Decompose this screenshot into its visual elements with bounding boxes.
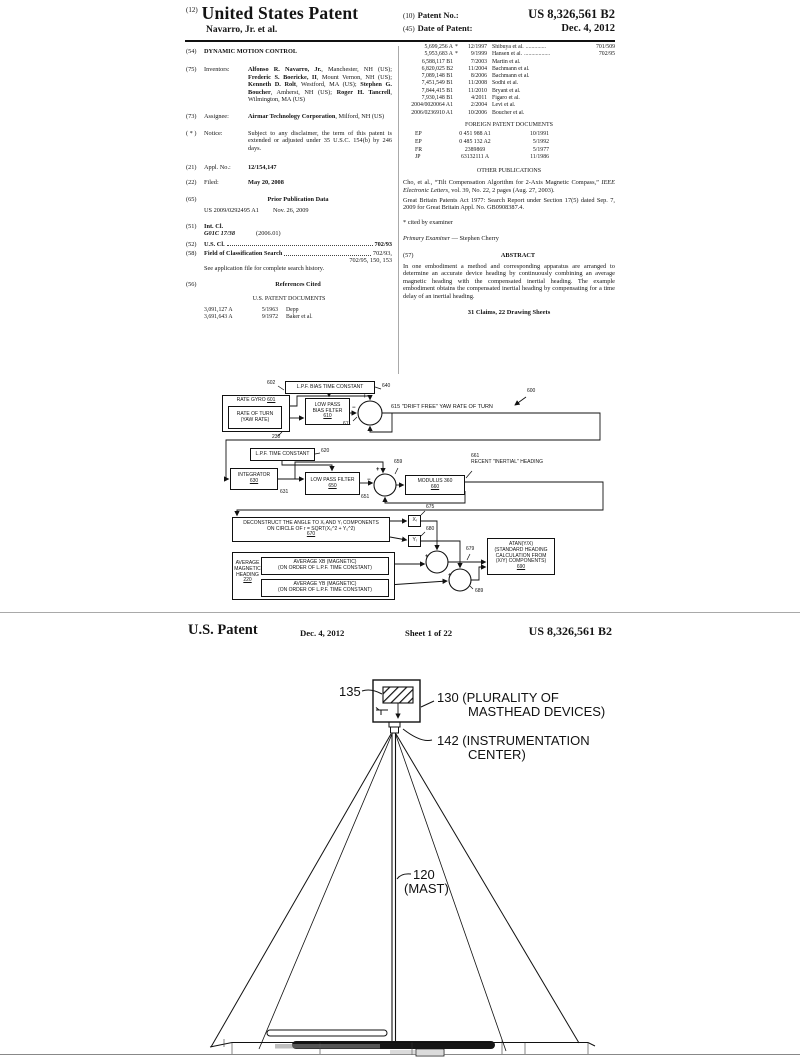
date-of-patent: Dec. 4, 2012 [561,23,615,34]
patent-title-block [186,3,358,35]
field-51 [186,223,392,230]
wind-vane-icon [376,708,388,716]
label-120: 120 [413,867,435,882]
low-pass-filter-box: LOW PASS FILTER 650 [305,472,360,495]
field-tag: (65) [186,195,197,203]
spacer [186,230,204,237]
instrumentation-collar-upper [389,722,400,727]
ref-651: 651 [361,494,370,500]
field-notice [186,130,392,152]
appl-no-value: 12/154,147 [248,164,277,172]
field-21 [186,164,392,171]
spacer [186,265,204,272]
average-xb-box: AVERAGE XB (MAGNETIC) (ON ORDER OF L.P.F. TIME CONSTANT) [261,557,389,575]
label-120-mast: (MAST) [404,881,449,896]
uspd-row [204,307,392,314]
inner-left-stay [259,734,392,1049]
reference-row: 6,820,025 B2 11/2004 Bachmann et al. [421,65,530,72]
field-tag: (57) [403,251,414,259]
field-tag: (51) [186,222,197,230]
authors-line: Navarro, Jr. et al. [206,25,278,35]
atan-box: ATAN(Y/X) (STANDARD HEADING CALCULATION FROM (X/Y) COMPONENTS) 690 [487,538,555,575]
left-column [186,46,392,321]
field-57 [403,252,615,259]
ref-640: 640 [382,383,391,389]
integrator-box: INTEGRATOR 630 [230,468,278,490]
patent-number: US 8,326,561 B2 [528,7,615,21]
reference-row: 5,699,256 A * 12/1997 Shibuya et al. .............. 701/509 [424,44,615,50]
reference-row: 6,588,117 B1 7/2003 Martin et al. [421,58,521,65]
modulus-360-box: MODULUS 360 660 [405,475,465,495]
date-cell: 9/1972 [261,313,278,320]
cabin-shading [275,1044,380,1049]
dotted-leader [227,241,373,247]
reference-row: 7,451,549 B1 11/2008 Sodhi et al. [421,80,519,87]
ref-679: 679 [466,546,475,552]
abstract-text: In one embodiment a method and corresponding apparatus are arranged to determine an accurate device heading by continuously combining an average magnetic heading with the compensated inertial heading. The example embodiment obtains the compensated inertial heading by compensating for a time delay of an inertial heading. [403,263,615,300]
date-of-patent-label: Date of Patent: [417,23,473,33]
recent-inertial-heading-label: 661 RECENT "INERTIAL" HEADING [471,453,543,465]
prior-pub-number: US 2009/0292495 A1 [204,207,259,215]
label-142-line1: 142 (INSTRUMENTATION [437,733,590,748]
field-75-inventors [186,66,392,103]
foreign-docs-list [403,131,615,161]
sheet-header-sheet: Sheet 1 of 22 [405,628,453,638]
examiner-line: Primary Examiner — Stephen Cherry [403,235,499,243]
dotted-leader [284,250,371,256]
rate-gyro-title: RATE GYRO 601 [236,397,276,403]
patent-no-tag: (10) [403,12,415,20]
label-142-line2: CENTER) [468,747,526,762]
foreign-row: FR 2389869 5/1977 [415,146,549,153]
int-cl-class [186,230,392,237]
ref-675: 675 [426,504,435,510]
label-135: 135 [339,684,361,699]
patent-number-cell: 3,091,127 A [204,306,233,313]
foreign-row: JP 63132111 A 11/1986 [415,154,549,161]
ref-600: 600 [527,388,536,394]
front-page-figure [185,376,615,611]
field-tag: (22) [186,179,197,187]
field-65 [186,196,392,203]
cited-by-examiner: * cited by examiner [403,218,453,226]
publication-2: Great Britain Patents Act 1977: Search Report under Section 17(5) dated Sep. 7, 2009 for Great Britain Appl. No. GB0908387.4. [403,196,615,212]
publication-1: Cho, et al., “Tilt Compensation Algorithm for 2-Axis Magnetic Compass,” IEEE Electronic Letters, vol. 39, No. 22, 2 pages (Aug. 27, 2003). [403,179,615,194]
foreign-row: EP 0 485 132 A2 5/1992 [415,138,549,145]
reference-row: 7,930,148 B1 4/2011 Figaro et al. [421,95,520,102]
average-yb-box: AVERAGE YB (MAGNETIC) (ON ORDER OF L.P.F. TIME CONSTANT) [261,579,389,597]
other-publications-title: OTHER PUBLICATIONS [476,167,542,174]
field-58 [186,250,392,257]
svg-text:+: + [448,573,452,579]
field-56 [186,281,392,288]
svg-text:+: + [425,554,429,560]
filed-label: Filed: [204,179,219,187]
us-references-list [403,44,615,117]
field-search-line: Field of Classification Search 702/93, [204,249,392,257]
low-pass-bias-filter-box: LOW PASS BIAS FILTER 610 [305,398,350,425]
reference-row: 2004/0020064 A1 2/2004 Levi et al. [411,102,516,109]
foreign-row: EP 0 451 988 A1 10/1991 [415,131,549,138]
patent-no-label: Patent No.: [417,10,459,20]
reference-row: 5,953,683 A * 9/1999 Hansen et al. .................. 702/95 [424,51,615,58]
notice-label: Notice: [204,129,223,137]
appl-no-label: Appl. No.: [204,164,231,172]
ref-620: 620 [321,448,330,454]
field-tag: (73) [186,113,197,121]
right-column [403,44,615,316]
inventors-value: Alfonso R. Navarro, Jr., Manchester, NH (US); Frederic S. Boericke, II, Mount Vernon, NH (US); Kenneth D. Rolt, Westford, MA (US); Stephen G. Boucher, Amherst, NH (US); Roger H. Tancrell, Wilmington, MA (US) [248,66,393,104]
hull-and-boom [210,1030,595,1056]
assignee-label: Assignee: [204,113,229,121]
drift-free-label: 615 "DRIFT FREE" YAW RATE OF TURN [391,404,493,410]
int-cl-code: G01C 17/38 [204,230,235,238]
ref-659: 659 [394,459,403,465]
svg-text:+: + [363,394,367,400]
header-rule [185,40,615,42]
page-title: United States Patent [201,3,359,23]
filed-value: May 20, 2008 [248,179,284,187]
inventors-label: Inventors: [204,66,230,74]
ref-689: 689 [475,588,484,594]
ref-611: 611 [343,421,351,427]
patent-number-block [403,7,615,34]
callout-135-line [362,690,382,694]
callout-142-line [403,729,432,741]
date-cell: 5/1963 [261,306,278,313]
field-tag: (75) [186,66,197,74]
notice-text: Subject to any disclaimer, the term of this patent is extended or adjusted under 35 U.S.C. 154(b) by 246 days. [248,129,392,152]
masthead-sensor-hatched [383,687,413,703]
callout-120-line [397,874,411,879]
int-cl-label: Int. Cl. [204,222,224,230]
column-divider [398,46,399,374]
search-history-note: See application file for complete search history. [204,264,325,272]
prior-pub-data [186,207,392,214]
xi-box: Xᵢ [408,515,421,527]
field-tag: ( * ) [186,129,197,137]
cockpit-shading [390,1050,445,1055]
field-73-assignee [186,113,392,120]
patent-number-cell: 3,691,643 A [204,313,233,320]
sailboat-figure [180,650,620,1060]
name-cell: Baker et al. [286,313,313,320]
sheet-header-date: Dec. 4, 2012 [300,628,345,638]
field-tag: (56) [186,281,197,289]
field-58-note [186,265,392,272]
field-tag: (54) [186,48,197,55]
deconstruct-angle-box: DECONSTRUCT THE ANGLE TO Xᵢ AND Yᵢ COMPONENTS ON CIRCLE OF r = SQRT(X₀^2 + Y₀^2) 670 [232,517,390,542]
svg-text:+: + [376,467,380,473]
uspd-row [204,314,392,321]
rate-of-turn-box: RATE OF TURN (YAW RATE) [228,406,282,429]
svg-text:−: − [352,405,356,411]
field-22 [186,179,392,186]
sheet-header-title: U.S. Patent [188,622,258,638]
page-separator [0,612,800,613]
callout-130-line [421,701,434,707]
field-search-classes: 702/95, 150, 153 [349,257,392,265]
instrumentation-collar-lower [391,727,399,733]
ref-230: 230 [272,434,281,440]
avg-mag-heading-label: AVERAGE MAGNETIC HEADING 220 [234,560,261,584]
ref-631: 631 [280,489,289,495]
field-tag: (58) [186,249,197,257]
prior-pub-date: Nov. 26, 2009 [272,207,309,215]
field-tag: (21) [186,164,197,172]
foreign-docs-title: FOREIGN PATENT DOCUMENTS [464,121,553,128]
reference-row: 2006/0236910 A1 10/2006 Boucher et al. [411,109,525,116]
assignee-value: Airmar Technology Corporation, Milford, NH (US) [248,113,385,121]
reference-row: 7,844,415 B1 11/2010 Bryant et al. [421,87,521,94]
field-52 [186,241,392,248]
ref-602: 602 [267,380,276,386]
lpf-time-constant-box: L.P.F. TIME CONSTANT [250,448,315,461]
abstract-title: ABSTRACT [500,251,536,259]
claims-line: 31 Claims, 22 Drawing Sheets [467,309,551,317]
us-cl-line: U.S. Cl. 702/93 [204,240,392,248]
date-tag: (45) [403,25,415,33]
ref-680: 680 [426,526,435,532]
figure-callouts [339,684,605,896]
svg-text:−: − [367,477,371,483]
field-54 [186,48,392,55]
label-130-line1: 130 (PLURALITY OF [437,690,559,705]
field-tag: (52) [186,240,197,248]
furled-jib-bar [267,1030,387,1036]
invention-title: DYNAMIC MOTION CONTROL [204,48,298,55]
uspd-title: U.S. PATENT DOCUMENTS [252,295,326,302]
rate-gyro-box [222,395,290,432]
reference-row: 7,089,148 B1 8/2006 Bachmann et al. [421,73,530,80]
forestay [211,734,391,1047]
spacer [186,207,204,214]
name-cell: Depp [286,306,299,313]
kind-code-tag: (12) [186,6,198,14]
sheet-header-patent-no: US 8,326,561 B2 [528,624,612,638]
field-58-cont [186,257,392,264]
references-cited-title: References Cited [275,281,321,289]
prior-pub-title: Prior Publication Data [267,195,329,203]
label-130-line2: MASTHEAD DEVICES) [468,704,606,719]
yi-box: Yᵢ [408,535,421,547]
masthead-assembly [373,680,420,733]
int-cl-version: (2006.01) [256,230,281,238]
average-magnetic-heading-box [232,552,395,600]
lpf-bias-time-constant-box: L.P.F. BIAS TIME CONSTANT [285,381,375,394]
rigging [211,733,579,1051]
